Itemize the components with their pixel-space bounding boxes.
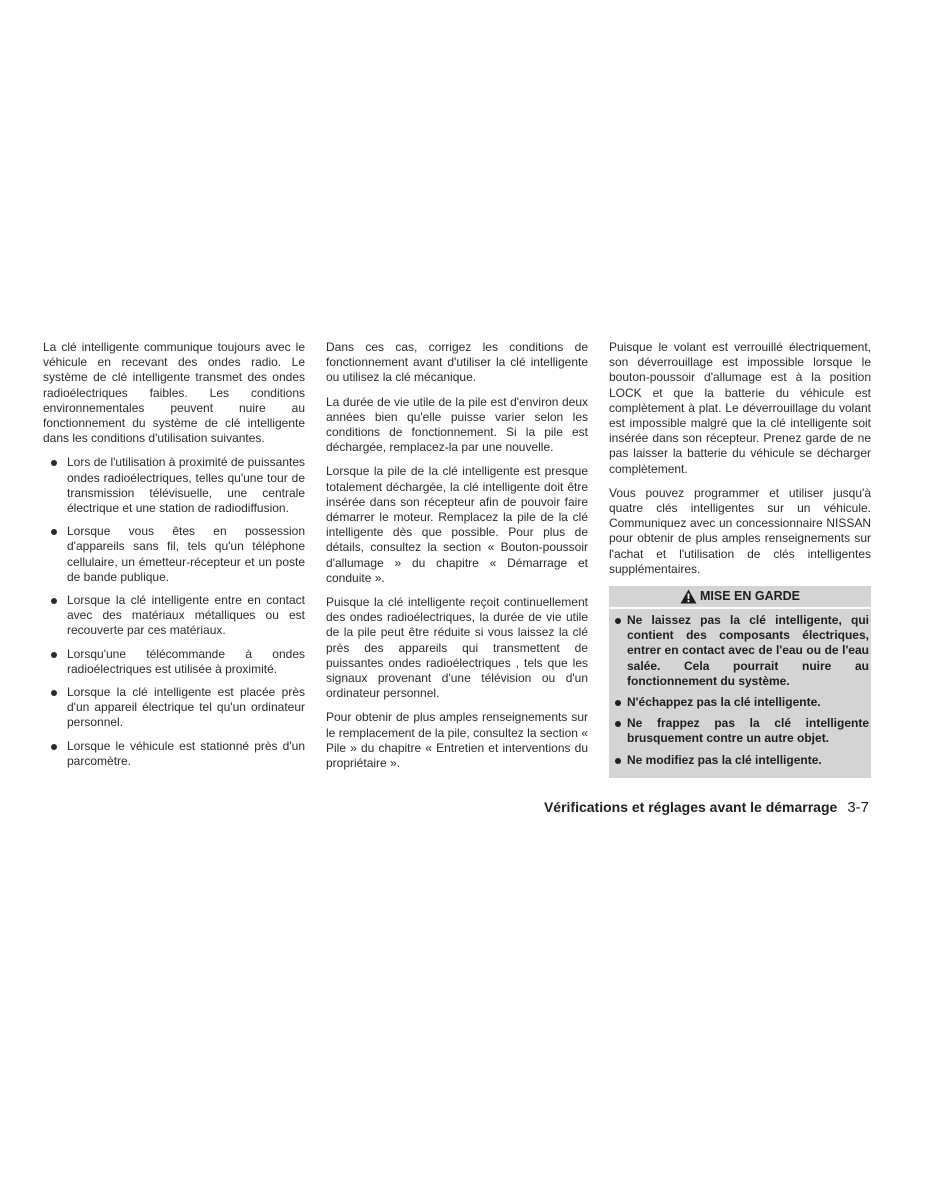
bullet-icon (51, 744, 57, 750)
paragraph: La durée de vie utile de la pile est d'environ deux années bien qu'elle puisse varier selon les conditions de fonctionnement. Si la pile est déchargée, remplacez-la par une nouvelle. (326, 394, 588, 455)
list-item-text: N'échappez pas la clé intelligente. (627, 695, 821, 710)
list-item (609, 753, 871, 768)
paragraph: Puisque le volant est verrouillé électriquement, son déverrouillage est impossible lorsque le bouton-poussoir d'allumage est à la position LOCK et que la batterie du véhicule est complètement à plat. Le déverrouillage du volant est impossible malgré que la clé intelligente soit insérée dans son récepteur. Prenez garde de ne pas laisser la batterie du véhicule se décharger complètement. (609, 340, 871, 476)
list-item-text: Lorsque vous êtes en possession d'appareils sans fil, tels qu'un téléphone cellulaire, un émetteur-récepteur et un poste de bande publique. (67, 524, 305, 584)
paragraph: Pour obtenir de plus amples renseignements sur le remplacement de la pile, consultez la section « Pile » du chapitre « Entretien et interventions du propriétaire ». (326, 710, 588, 771)
bullet-icon (51, 598, 57, 604)
warning-title: MISE EN GARDE (699, 588, 800, 603)
warning-list (609, 609, 871, 768)
bullet-icon (51, 690, 57, 696)
bullet-icon (51, 460, 57, 466)
paragraph: Dans ces cas, corrigez les conditions de fonctionnement avant d'utiliser la clé intelligente ou utilisez la clé mécanique. (326, 340, 588, 385)
list-item (43, 739, 305, 769)
list-item-text: Ne modifiez pas la clé intelligente. (627, 752, 822, 767)
list-item-text: Lors de l'utilisation à proximité de puissantes ondes radioélectriques, telles qu'une tour de transmission télévisuelle, une centrale électrique et une station de radiodiffusion. (67, 455, 305, 516)
bullet-icon (615, 721, 621, 727)
list-item-text: Ne laissez pas la clé intelligente, qui contient des composants électriques, entrer en contact avec de l'eau ou de l'eau salée. Cela pourrait nuire au fonctionnement du système. (627, 613, 869, 688)
list-item-text: Lorsque le véhicule est stationné près d'un parcomètre. (67, 738, 305, 768)
list-item (43, 524, 305, 585)
paragraph: Vous pouvez programmer et utiliser jusqu'à quatre clés intelligentes sur un véhicule. Communiquez avec un concessionnaire NISSAN pour obtenir de plus amples renseignements sur l'achat et l'utilisation de clés intelligentes supplémentaires. (609, 485, 871, 576)
column-1 (43, 340, 305, 777)
bullet-icon (51, 652, 57, 658)
section-title: Vérifications et réglages avant le démarrage (543, 799, 838, 815)
bullet-icon (615, 758, 621, 764)
list-item-text: Ne frappez pas la clé intelligente brusquement contre un autre objet. (627, 716, 869, 746)
paragraph: Puisque la clé intelligente reçoit continuellement des ondes radioélectriques, la durée de vie utile de la pile peut être réduite si vous laissez la clé près des appareils qui transmettent de puissantes ondes radioélectriques , tels que les signaux provenant d'une télévision ou d'un ordinateur personnel. (326, 595, 588, 701)
page-number: 3-7 (847, 799, 869, 816)
warning-box (609, 586, 871, 778)
list-item-text: Lorsque la clé intelligente est placée près d'un appareil électrique tel qu'un ordinateur personnel. (67, 685, 305, 730)
warning-header (609, 586, 871, 609)
conditions-list (43, 455, 305, 769)
paragraph: Lorsque la pile de la clé intelligente est presque totalement déchargée, la clé intelligente doit être insérée dans son récepteur afin de pouvoir faire démarrer le moteur. Remplacez la pile de la clé intelligente dès que possible. Pour plus de détails, consultez la section « Bouton-poussoir d'allumage » du chapitre « Démarrage et conduite ». (326, 464, 588, 585)
list-item (609, 613, 871, 689)
page-footer (544, 799, 869, 816)
intro-paragraph: La clé intelligente communique toujours avec le véhicule en recevant des ondes radio. Le système de clé intelligente transmet des ondes radioélectriques faibles. Les conditions environnementales peuvent nuire au fonctionnement du système de clé intelligente dans les conditions d'utilisation suivantes. (43, 340, 305, 446)
list-item (43, 455, 305, 516)
column-3 (609, 340, 871, 778)
list-item (43, 647, 305, 677)
bullet-icon (51, 529, 57, 535)
bullet-icon (615, 700, 621, 706)
column-2 (326, 340, 588, 780)
list-item (43, 685, 305, 731)
list-item (609, 695, 871, 710)
list-item-text: Lorsqu'une télécommande à ondes radioélectriques est utilisée à proximité. (67, 646, 305, 676)
list-item-text: Lorsque la clé intelligente entre en contact avec des matériaux métalliques ou est recouverte par ces matériaux. (67, 593, 305, 638)
warning-triangle-icon (680, 589, 697, 604)
list-item (609, 716, 871, 746)
list-item (43, 593, 305, 639)
bullet-icon (615, 618, 621, 624)
